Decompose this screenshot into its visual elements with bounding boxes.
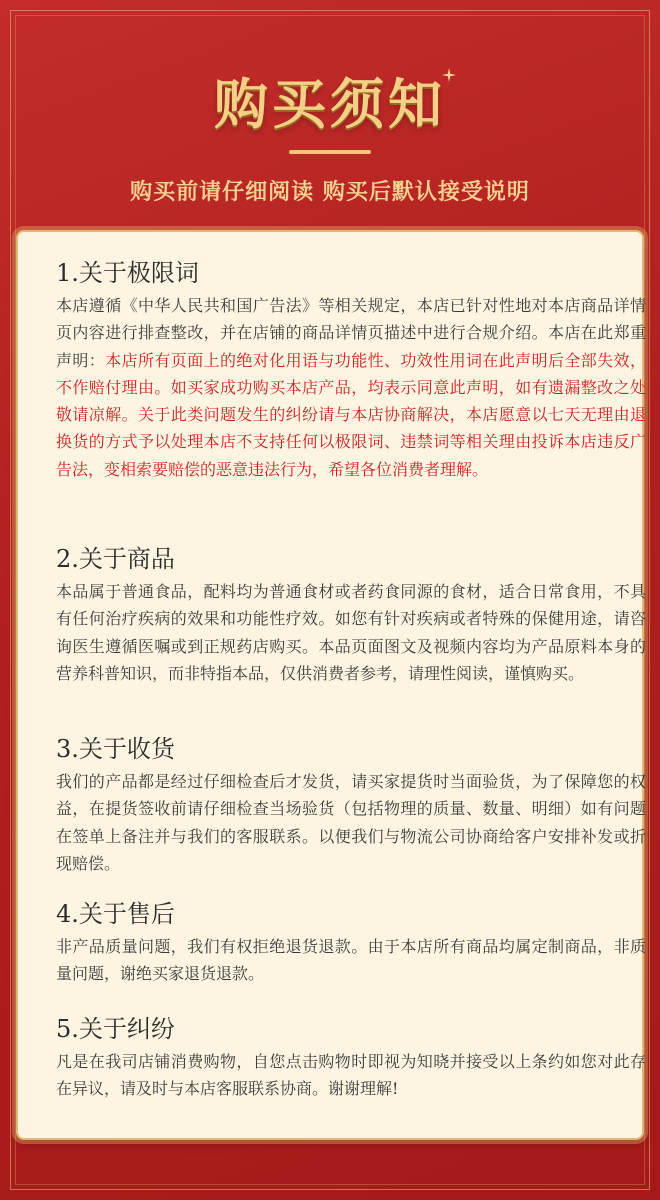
section-body: 本品属于普通食品，配料均为普通食材或者药食同源的食材，适合日常食用，不具有任何治疗疾病的效果和功能性疗效。如您有针对疾病或者特殊的保健用途，请咨询医生遵循医嘱或到正规药店购买。本品页面图文及视频内容均为产品原料本身的营养科普知识，而非特指本品，仅供消费者参考，请理性阅读，谨慎购买。 — [56, 582, 646, 683]
section-body-text: 本店遵循《中华人民共和国广告法》等相关规定，本店已针对性地对本店商品详情页内容进行排查整改，并在店铺的商品详情页描述中进行合规介绍。本店在此郑重声明： — [56, 296, 646, 370]
section-extreme-words — [56, 256, 646, 483]
title-divider — [289, 150, 371, 154]
section-body-highlight: 本店所有页面上的绝对化用语与功能性、功效性用词在此声明后全部失效，不作赔付理由。如买家成功购买本店产品，均表示同意此声明，如有遗漏整改之处敬请凉解。关于此类问题发生的纠纷请与本店协商解决，本店愿意以七天无理由退换货的方式予以处理本店不支持任何以极限词、违禁词等相关理由投诉本店违反广告法，变相索要赔偿的恶意违法行为，希望各位消费者理解。 — [56, 350, 646, 479]
section-title: 3.关于收货 — [56, 735, 175, 763]
section-disputes — [56, 1012, 646, 1103]
section-title: 5.关于纠纷 — [56, 1015, 175, 1043]
section-title: 4.关于售后 — [56, 900, 175, 928]
section-title: 2.关于商品 — [56, 545, 175, 573]
section-body — [56, 292, 646, 483]
section-body: 我们的产品都是经过仔细检查后才发货，请买家提货时当面验货，为了保障您的权益，在提货签收前请仔细检查当场验货（包括物理的质量、数量、明细）如有问题在签单上备注并与我们的客服联系。以便我们与物流公司协商给客户安排补发或折现赔偿。 — [56, 772, 646, 873]
section-title: 1.关于极限词 — [56, 259, 199, 287]
section-receiving — [56, 732, 646, 877]
page-subtitle: 购买前请仔细阅读 购买后默认接受说明 — [130, 179, 530, 205]
section-body: 凡是在我司店铺消费购物，自您点击购物时即视为知晓并接受以上条约如您对此存在异议，请及时与本店客服联系协商。谢谢理解! — [56, 1052, 646, 1099]
section-body: 非产品质量问题，我们有权拒绝退货退款。由于本店所有商品均属定制商品，非质量问题，谢绝买家退货退款。 — [56, 937, 646, 984]
notice-card — [16, 230, 644, 1140]
page-title: 购买须知 — [214, 72, 446, 136]
section-after-sales — [56, 897, 646, 988]
sparkle-icon — [442, 68, 456, 82]
section-product — [56, 542, 646, 687]
